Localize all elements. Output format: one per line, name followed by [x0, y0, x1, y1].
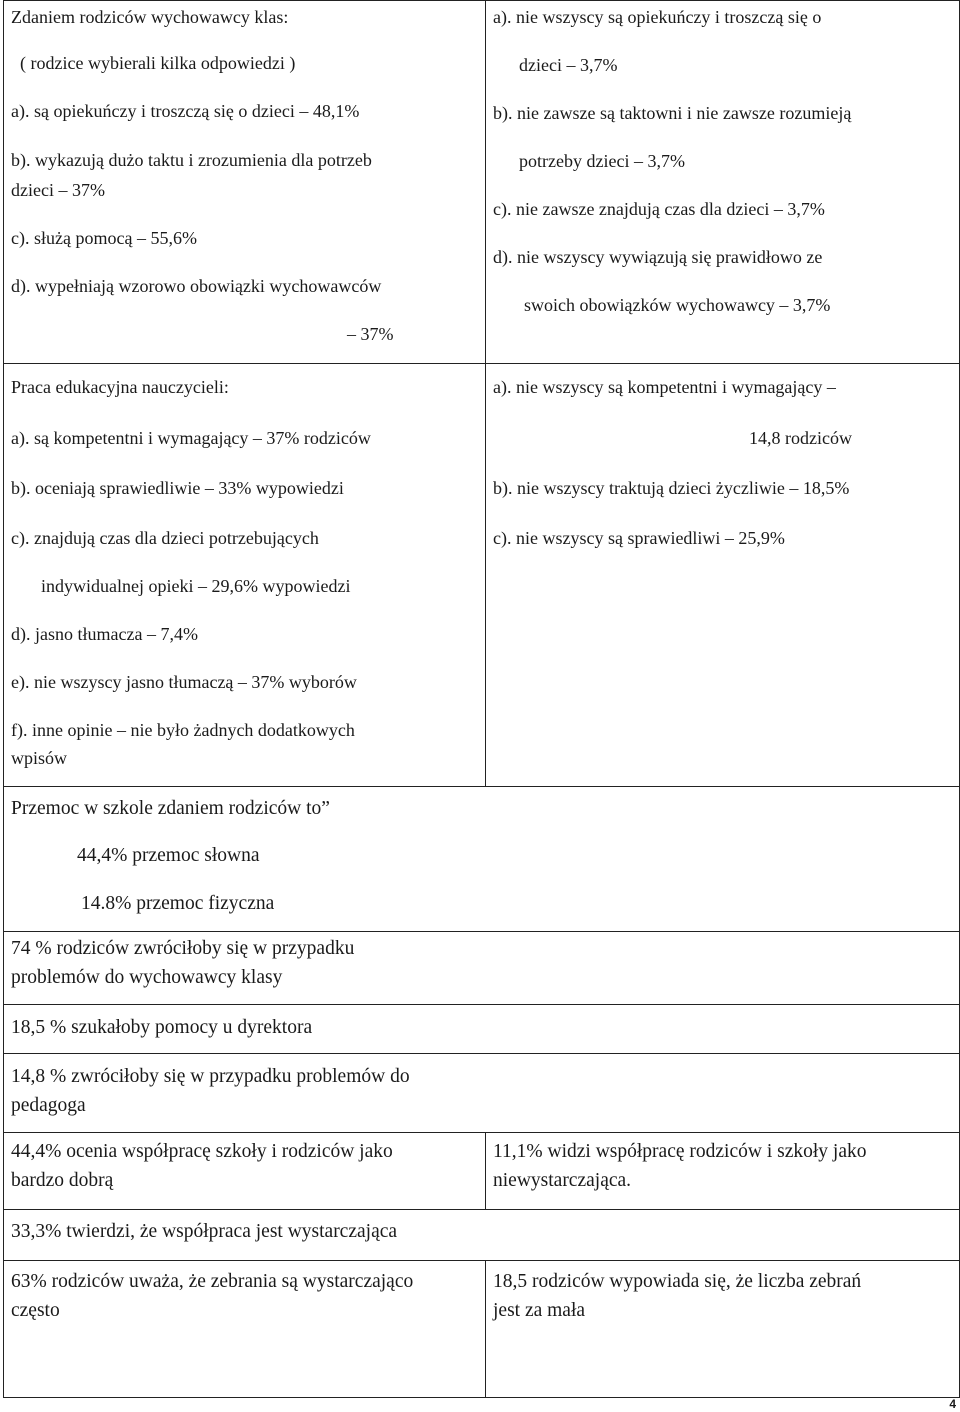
table-cell [486, 1133, 960, 1210]
text-line: pedagoga [11, 1095, 86, 1116]
text-line: 33,3% twierdzi, że współpraca jest wystarczająca [11, 1221, 398, 1242]
table-cell [4, 932, 960, 1005]
text-line: b). nie zawsze są taktowni i nie zawsze rozumieją [493, 103, 852, 123]
table-row [4, 364, 960, 787]
table-cell [4, 364, 486, 787]
text-line: ( rodzice wybierali kilka odpowiedzi ) [20, 53, 296, 73]
table-cell [4, 1210, 960, 1261]
text-line: wpisów [11, 748, 68, 768]
text-line: e). nie wszyscy jasno tłumaczą – 37% wyborów [11, 672, 357, 692]
text-line: swoich obowiązków wychowawcy – 3,7% [524, 295, 831, 315]
text-line: indywidualnej opieki – 29,6% wypowiedzi [41, 576, 351, 596]
table-cell [486, 1, 960, 364]
text-line: b). oceniają sprawiedliwie – 33% wypowiedzi [11, 478, 344, 498]
text-line: d). wypełniają wzorowo obowiązki wychowawców [11, 276, 382, 296]
text-line: c). nie zawsze znajdują czas dla dzieci – 3,7% [493, 199, 825, 219]
text-line: problemów do wychowawcy klasy [11, 967, 283, 988]
text-line: 44,4% przemoc słowna [77, 845, 260, 866]
text-line: a). nie wszyscy są opiekuńczy i troszczą się o [493, 7, 822, 27]
table-cell [4, 1054, 960, 1133]
text-line: d). jasno tłumacza – 7,4% [11, 624, 198, 644]
table-row [4, 1054, 960, 1133]
table-cell [4, 1, 486, 364]
table-row [4, 787, 960, 932]
text-line: b). wykazują dużo taktu i zrozumienia dla potrzeb [11, 150, 372, 170]
text-line: c). znajdują czas dla dzieci potrzebujących [11, 528, 319, 548]
text-line: bardzo dobrą [11, 1170, 114, 1191]
text-line: dzieci – 3,7% [519, 55, 618, 75]
text-line: 14,8 % zwróciłoby się w przypadku problemów do [11, 1066, 410, 1087]
table-cell [4, 1261, 486, 1398]
table-row [4, 1210, 960, 1261]
text-line: – 37% [347, 324, 394, 344]
text-line: dzieci – 37% [11, 180, 105, 200]
text-line: f). inne opinie – nie było żadnych dodatkowych [11, 720, 355, 740]
table-row [4, 932, 960, 1005]
text-line: 18,5 rodziców wypowiada się, że liczba zebrań [493, 1271, 862, 1292]
table-cell [4, 1005, 960, 1054]
table-row [4, 1261, 960, 1398]
text-line: a). są opiekuńczy i troszczą się o dzieci – 48,1% [11, 101, 360, 121]
text-line: c). służą pomocą – 55,6% [11, 228, 197, 248]
text-line: a). nie wszyscy są kompetentni i wymagający – [493, 377, 836, 397]
table-row [4, 1, 960, 364]
section-heading: Przemoc w szkole zdaniem rodziców to” [11, 798, 330, 819]
text-line: niewystarczająca. [493, 1170, 632, 1191]
text-line: a). są kompetentni i wymagający – 37% rodziców [11, 428, 371, 448]
text-line: 74 % rodziców zwróciłoby się w przypadku [11, 938, 355, 959]
text-line: b). nie wszyscy traktują dzieci życzliwie – 18,5% [493, 478, 850, 498]
text-line: d). nie wszyscy wywiązują się prawidłowo ze [493, 247, 823, 267]
table-cell [486, 364, 960, 787]
survey-results-table [3, 0, 960, 1398]
table-cell [4, 787, 960, 932]
table-row [4, 1005, 960, 1054]
table-row [4, 1133, 960, 1210]
text-line: 14,8 rodziców [749, 428, 852, 448]
text-line: 44,4% ocenia współpracę szkoły i rodziców jako [11, 1141, 393, 1162]
table-cell [486, 1261, 960, 1398]
section-heading: Praca edukacyjna nauczycieli: [11, 377, 229, 397]
table-cell [4, 1133, 486, 1210]
text-line: potrzeby dzieci – 3,7% [519, 151, 685, 171]
text-line: jest za mała [493, 1300, 586, 1321]
text-line: c). nie wszyscy są sprawiedliwi – 25,9% [493, 528, 785, 548]
section-heading: Zdaniem rodziców wychowawcy klas: [11, 7, 289, 27]
text-line: 11,1% widzi współpracę rodziców i szkoły jako [493, 1141, 867, 1162]
text-line: 63% rodziców uważa, że zebrania są wystarczająco [11, 1271, 414, 1292]
text-line: 18,5 % szukałoby pomocy u dyrektora [11, 1017, 313, 1038]
text-line: często [11, 1300, 60, 1321]
page-number: 4 [949, 1397, 956, 1411]
text-line: 14.8% przemoc fizyczna [81, 893, 275, 914]
